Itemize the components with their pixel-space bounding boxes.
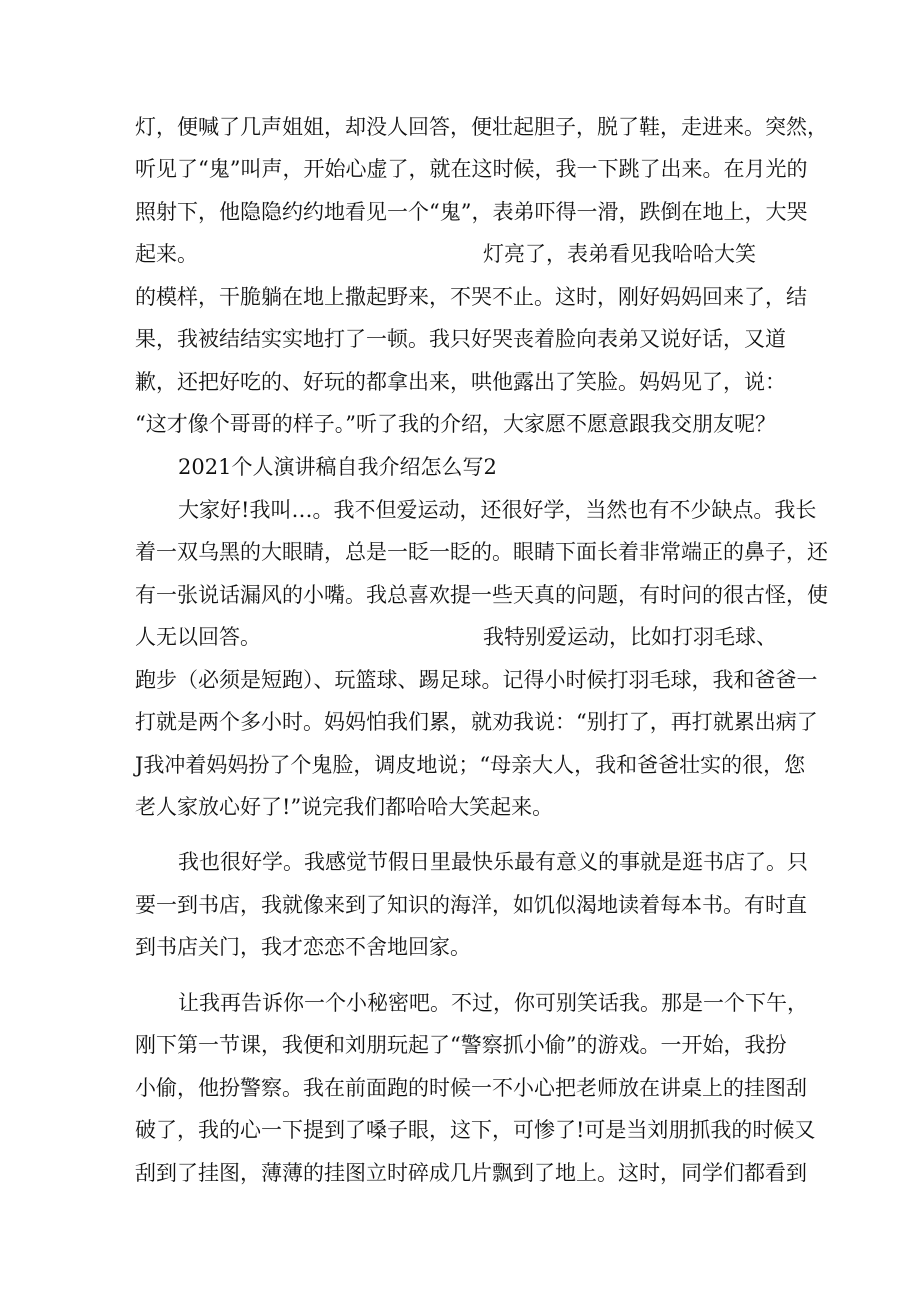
text-line: [0, 885, 920, 925]
text-line: [0, 404, 920, 444]
text-line: [0, 362, 920, 402]
text-run: 要一到书店，我就像来到了知识的海洋，如饥似渴地读着每本书。有时直: [135, 893, 807, 917]
text-run: 让我再告诉你一个小秘密吧。不过，你可别笑话我。那是一个下午，: [178, 991, 808, 1015]
text-run: 果，我被结结实实地打了一顿。我只好哭丧着脸向表弟又说好话，又道: [135, 327, 786, 351]
text-run: 我也很好学。我感觉节假日里最快乐最有意义的事就是逛书店了。只: [178, 850, 808, 874]
text-line: [0, 745, 920, 785]
text-line: [0, 660, 920, 700]
text-line: [0, 447, 920, 487]
text-line: [0, 842, 920, 882]
text-run: 着一双乌黑的大眼睛，总是一眨一眨的。眼睛下面长着非常端正的鼻子，还: [135, 540, 828, 564]
text-line: [0, 192, 920, 232]
text-run: 打就是两个多小时。妈妈怕我们累，就劝我说：“别打了，再打就累出病了: [135, 710, 818, 734]
text-line: [0, 787, 920, 827]
text-run: 的模样，干脆躺在地上撒起野来，不哭不止。这时，刚好妈妈回来了，结: [135, 285, 807, 309]
text-line: [0, 575, 920, 615]
text-line: [0, 1068, 920, 1108]
text-run: 到书店关门，我才恋恋不舍地回家。: [135, 935, 471, 959]
text-line: [0, 319, 920, 359]
text-run: 歉，还把好吃的、好玩的都拿出来，哄他露出了笑脸。妈妈见了，说：: [135, 370, 786, 394]
text-run: J我冲着妈妈扮了个鬼脸，调皮地说；“母亲大人，我和爸爸壮实的很，您: [135, 753, 806, 777]
text-line: [0, 702, 920, 742]
text-run: 刚下第一节课，我便和刘朋玩起了“警察抓小偷”的游戏。一开始，我扮: [135, 1033, 787, 1057]
text-run: 人无以回答。: [135, 625, 261, 649]
text-run: 大家好!我叫…。我不但爱运动，还很好学，当然也有不少缺点。我长: [178, 498, 817, 522]
text-run: 小偷，他扮警察。我在前面跑的时候一不小心把老师放在讲桌上的挂图刮: [135, 1076, 807, 1100]
text-line: [0, 617, 920, 657]
text-run: 刮到了挂图，薄薄的挂图立时碎成几片飘到了地上。这时，同学们都看到: [135, 1161, 807, 1185]
text-run: 老人家放心好了!”说完我们都哈哈大笑起来。: [135, 795, 554, 819]
text-run: 破了，我的心一下提到了嗓子眼，这下，可惨了!可是当刘朋抓我的时候又: [135, 1118, 816, 1142]
text-line: [0, 149, 920, 189]
text-line: [0, 234, 920, 274]
text-run: 照射下，他隐隐约约地看见一个“鬼”，表弟吓得一滑，跌倒在地上，大哭: [135, 200, 808, 224]
text-run: 有一张说话漏风的小嘴。我总喜欢提一些天真的问题，有时问的很古怪，使: [135, 583, 828, 607]
text-line: [0, 107, 920, 147]
text-line: [0, 490, 920, 530]
text-line: [0, 277, 920, 317]
text-line: [0, 1025, 920, 1065]
text-run: 跑步（必须是短跑）、玩篮球、踢足球。记得小时候打羽毛球，我和爸爸一: [135, 668, 818, 692]
text-run: 我特别爱运动，比如打羽毛球、: [483, 625, 777, 649]
text-run: “这才像个哥哥的样子。”听了我的介绍，大家愿不愿意跟我交朋友呢？: [135, 412, 776, 436]
text-run: 听见了“鬼”叫声，开始心虚了，就在这时候，我一下跳了出来。在月光的: [135, 157, 808, 181]
text-run: 灯亮了，表弟看见我哈哈大笑: [483, 242, 756, 266]
text-run: 灯，便喊了几声姐姐，却没人回答，便壮起胆子，脱了鞋，走进来。突然，: [135, 115, 828, 139]
text-line: [0, 1110, 920, 1150]
text-line: [0, 1153, 920, 1193]
text-line: [0, 983, 920, 1023]
text-line: [0, 927, 920, 967]
text-line: [0, 532, 920, 572]
text-run: 起来。: [135, 242, 198, 266]
section-heading: 2021个人演讲稿自我介绍怎么写2: [178, 455, 497, 479]
